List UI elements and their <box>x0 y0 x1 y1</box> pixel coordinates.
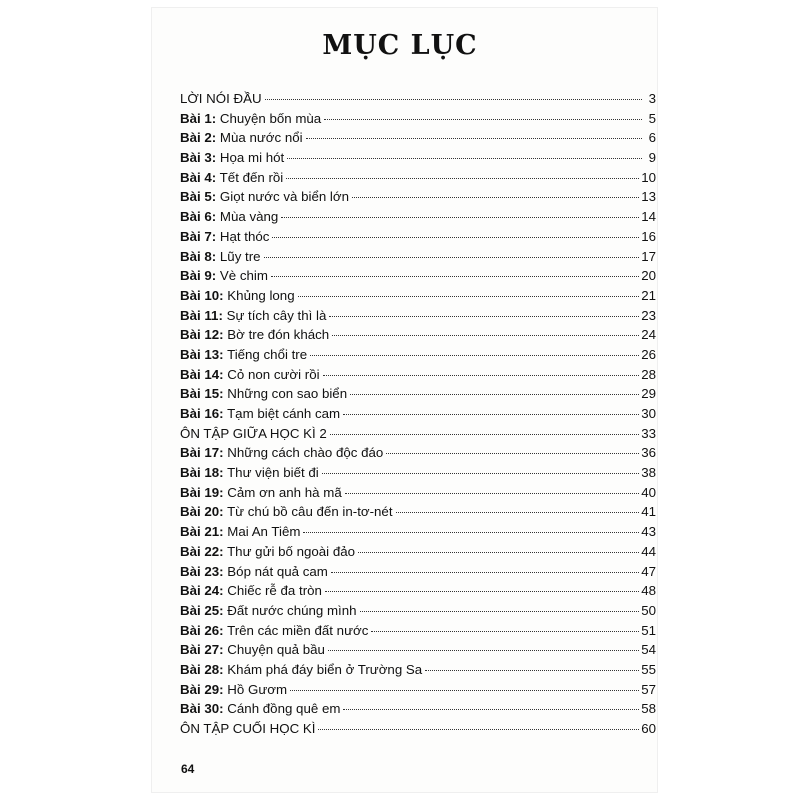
toc-entry-page: 55 <box>641 661 656 677</box>
toc-entry-title: Chiếc rễ đa tròn <box>223 583 322 599</box>
toc-entry-label <box>180 266 268 286</box>
toc-entry-title: Những con sao biển <box>223 386 348 402</box>
toc-dot-leader <box>329 316 639 317</box>
toc-entry-title: Chuyện quả bầu <box>223 642 325 658</box>
toc-entry-lesson-number: Bài 11: <box>180 307 223 323</box>
toc-entry-page: 26 <box>641 346 656 362</box>
toc-entry-title: Từ chú bồ câu đến in-tơ-nét <box>223 504 393 520</box>
toc-entry-lesson-number: Bài 21: <box>180 524 224 540</box>
toc-entry-page: 16 <box>641 228 656 244</box>
toc-entry <box>180 286 656 306</box>
toc-entry-page: 38 <box>641 465 656 481</box>
toc-entry-title: Sự tích cây thì là <box>222 307 327 323</box>
toc-entry-lesson-number: Bài 18: <box>180 465 224 481</box>
toc-entry-title: Khám phá đáy biển ở Trường Sa <box>223 661 423 677</box>
toc-entry-page: 24 <box>641 327 656 343</box>
toc-entry-title: Mùa vàng <box>216 209 279 225</box>
toc-dot-leader <box>290 690 639 691</box>
toc-entry-lesson-number: Bài 10: <box>180 287 224 303</box>
toc-entry <box>180 306 656 326</box>
toc-entry <box>180 128 656 148</box>
toc-entry <box>180 187 656 207</box>
toc-entry-page: 5 <box>648 110 656 126</box>
toc-dot-leader <box>322 473 639 474</box>
toc-entry-lesson-number: Bài 27: <box>180 642 224 658</box>
toc-entry-label <box>180 89 262 109</box>
toc-entry-page: 51 <box>641 622 656 638</box>
toc-entry-page: 6 <box>648 130 656 146</box>
toc-entry <box>180 719 656 739</box>
toc-entry-lesson-number: Bài 22: <box>180 543 224 559</box>
toc-entry <box>180 345 656 365</box>
toc-entry-label <box>180 680 287 700</box>
toc-entry-lesson-number: Bài 3: <box>180 150 217 166</box>
toc-entry <box>180 227 656 247</box>
toc-entry-page: 57 <box>641 681 656 697</box>
toc-entry-label <box>180 128 303 148</box>
toc-entry-lesson-number: Bài 28: <box>180 661 224 677</box>
toc-entry-page: 54 <box>641 642 656 658</box>
toc-entry-lesson-number: Bài 4: <box>180 169 217 185</box>
toc-entry-label <box>180 325 329 345</box>
toc-dot-leader <box>265 99 642 100</box>
toc-dot-leader <box>343 414 639 415</box>
toc-entry-title: Vè chim <box>216 268 268 284</box>
table-of-contents <box>180 89 656 739</box>
toc-entry <box>180 365 656 385</box>
toc-entry-lesson-number: Bài 29: <box>180 681 224 697</box>
toc-entry-page: 41 <box>641 504 656 520</box>
toc-entry-title: ÔN TẬP GIỮA HỌC KÌ 2 <box>180 425 327 441</box>
toc-entry-page: 17 <box>641 248 656 264</box>
toc-entry-label <box>180 443 383 463</box>
toc-dot-leader <box>287 158 642 159</box>
toc-entry-lesson-number: Bài 2: <box>180 130 217 146</box>
toc-entry-lesson-number: Bài 6: <box>180 209 217 225</box>
toc-entry-lesson-number: Bài 23: <box>180 563 224 579</box>
toc-entry-page: 50 <box>641 602 656 618</box>
toc-entry <box>180 109 656 129</box>
toc-entry-page: 60 <box>641 721 656 736</box>
toc-entry-page: 40 <box>641 484 656 500</box>
toc-entry <box>180 207 656 227</box>
toc-entry-label <box>180 660 422 680</box>
toc-entry-title: Họa mi hót <box>216 150 285 166</box>
toc-entry-label <box>180 483 342 503</box>
toc-entry-title: Khủng long <box>223 287 295 303</box>
toc-entry-lesson-number: Bài 7: <box>180 228 217 244</box>
toc-entry-label <box>180 207 278 227</box>
toc-entry-page: 30 <box>641 406 656 421</box>
toc-entry-title: Hồ Gươm <box>223 681 288 697</box>
toc-entry-page: 13 <box>641 189 656 205</box>
toc-dot-leader <box>358 552 639 553</box>
toc-dot-leader <box>323 375 640 376</box>
toc-entry-title: Giọt nước và biển lớn <box>216 189 349 205</box>
toc-entry-label <box>180 699 340 719</box>
toc-entry-label <box>180 148 284 168</box>
toc-entry-label <box>180 640 325 660</box>
toc-entry-label <box>180 384 347 404</box>
toc-entry-page: 43 <box>641 524 656 540</box>
toc-entry-page: 47 <box>641 563 656 579</box>
toc-entry-label <box>180 719 315 739</box>
toc-entry-title: Mùa nước nổi <box>216 130 303 146</box>
toc-entry-title: Mai An Tiêm <box>223 524 301 540</box>
toc-dot-leader <box>360 611 640 612</box>
toc-entry-lesson-number: Bài 5: <box>180 189 217 205</box>
toc-dot-leader <box>325 591 639 592</box>
toc-entry-label <box>180 187 349 207</box>
toc-dot-leader <box>396 512 640 513</box>
toc-entry-lesson-number: Bài 26: <box>180 622 224 638</box>
toc-entry-label <box>180 404 340 424</box>
toc-entry-label <box>180 601 357 621</box>
toc-entry <box>180 325 656 345</box>
toc-entry-title: Thư gửi bố ngoài đảo <box>223 543 356 559</box>
toc-entry-label <box>180 621 368 641</box>
toc-dot-leader <box>350 394 639 395</box>
toc-dot-leader <box>286 178 639 179</box>
toc-entry <box>180 640 656 660</box>
toc-entry-label <box>180 502 393 522</box>
toc-entry-page: 23 <box>641 307 656 323</box>
toc-dot-leader <box>271 276 639 277</box>
toc-dot-leader <box>352 197 639 198</box>
toc-entry-label <box>180 562 328 582</box>
toc-entry <box>180 699 656 719</box>
toc-entry-title: Lũy tre <box>216 248 261 264</box>
toc-entry <box>180 483 656 503</box>
toc-entry-label <box>180 542 355 562</box>
toc-entry-page: 29 <box>641 386 656 402</box>
toc-dot-leader <box>303 532 639 533</box>
toc-dot-leader <box>371 631 639 632</box>
toc-entry-label <box>180 168 283 188</box>
toc-dot-leader <box>330 434 639 435</box>
toc-entry-label <box>180 109 321 129</box>
toc-entry <box>180 522 656 542</box>
toc-entry <box>180 148 656 168</box>
toc-entry-page: 20 <box>641 268 656 284</box>
toc-entry-lesson-number: Bài 14: <box>180 366 224 382</box>
toc-entry-lesson-number: Bài 13: <box>180 346 224 362</box>
toc-dot-leader <box>343 709 639 710</box>
toc-entry-title: Cánh đồng quê em <box>223 701 341 717</box>
toc-entry-title: ÔN TẬP CUỐI HỌC KÌ <box>180 721 316 736</box>
toc-entry-page: 33 <box>641 425 656 441</box>
toc-entry <box>180 443 656 463</box>
toc-entry-title: Bóp nát quả cam <box>223 563 328 579</box>
toc-entry-page: 28 <box>641 366 656 382</box>
toc-entry-page: 58 <box>641 701 656 717</box>
toc-entry-page: 44 <box>641 543 656 559</box>
toc-entry <box>180 601 656 621</box>
toc-entry-lesson-number: Bài 25: <box>180 602 224 618</box>
toc-entry <box>180 562 656 582</box>
toc-entry <box>180 89 656 109</box>
toc-dot-leader <box>264 257 640 258</box>
toc-entry-title: LỜI NÓI ĐẦU <box>180 91 262 106</box>
page-title: MỤC LỤC <box>322 30 478 61</box>
toc-entry-label <box>180 227 269 247</box>
toc-entry-lesson-number: Bài 8: <box>180 248 217 264</box>
toc-entry-label <box>180 581 322 601</box>
page-number: 64 <box>181 762 195 776</box>
toc-entry <box>180 384 656 404</box>
toc-entry-title: Chuyện bốn mùa <box>216 110 322 126</box>
toc-entry-lesson-number: Bài 1: <box>180 110 217 126</box>
toc-entry-title: Tiếng chổi tre <box>223 346 308 362</box>
toc-entry-lesson-number: Bài 24: <box>180 583 224 599</box>
toc-dot-leader <box>328 650 639 651</box>
toc-entry-page: 36 <box>641 445 656 461</box>
toc-dot-leader <box>332 335 639 336</box>
toc-entry-title: Tạm biệt cánh cam <box>223 406 341 421</box>
toc-entry-label <box>180 247 261 267</box>
toc-entry-lesson-number: Bài 16: <box>180 406 224 421</box>
toc-entry-title: Những cách chào độc đáo <box>223 445 384 461</box>
toc-dot-leader <box>331 572 639 573</box>
toc-entry <box>180 247 656 267</box>
toc-entry-title: Hạt thóc <box>216 228 270 244</box>
toc-entry <box>180 621 656 641</box>
toc-entry-label <box>180 365 320 385</box>
toc-entry-label <box>180 463 319 483</box>
toc-entry-lesson-number: Bài 30: <box>180 701 224 717</box>
toc-entry-title: Tết đến rồi <box>216 169 284 185</box>
toc-entry-label <box>180 424 327 444</box>
toc-dot-leader <box>345 493 639 494</box>
toc-entry-label <box>180 286 295 306</box>
toc-entry-page: 3 <box>648 91 656 106</box>
toc-entry-title: Bờ tre đón khách <box>223 327 330 343</box>
toc-entry-label <box>180 522 300 542</box>
toc-dot-leader <box>281 217 639 218</box>
toc-entry-title: Thư viện biết đi <box>223 465 319 481</box>
toc-entry <box>180 542 656 562</box>
toc-dot-leader <box>318 729 639 730</box>
toc-entry-label <box>180 306 326 326</box>
toc-entry-page: 9 <box>648 150 656 166</box>
toc-entry <box>180 404 656 424</box>
toc-dot-leader <box>298 296 640 297</box>
toc-entry <box>180 168 656 188</box>
toc-entry-page: 48 <box>641 583 656 599</box>
toc-entry <box>180 463 656 483</box>
toc-dot-leader <box>272 237 639 238</box>
toc-entry-title: Đất nước chúng mình <box>223 602 357 618</box>
toc-entry-lesson-number: Bài 19: <box>180 484 224 500</box>
toc-entry-label <box>180 345 307 365</box>
toc-entry-title: Trên các miền đất nước <box>223 622 369 638</box>
toc-entry-lesson-number: Bài 9: <box>180 268 217 284</box>
toc-entry-lesson-number: Bài 17: <box>180 445 224 461</box>
toc-dot-leader <box>324 119 642 120</box>
toc-dot-leader <box>386 453 639 454</box>
toc-entry <box>180 581 656 601</box>
toc-entry <box>180 660 656 680</box>
toc-dot-leader <box>425 670 639 671</box>
toc-entry-lesson-number: Bài 12: <box>180 327 224 343</box>
toc-entry-lesson-number: Bài 15: <box>180 386 224 402</box>
toc-entry <box>180 502 656 522</box>
toc-dot-leader <box>310 355 639 356</box>
toc-entry-title: Cảm ơn anh hà mã <box>223 484 342 500</box>
toc-entry <box>180 424 656 444</box>
toc-entry-page: 10 <box>641 169 656 185</box>
toc-entry <box>180 680 656 700</box>
toc-entry-lesson-number: Bài 20: <box>180 504 224 520</box>
toc-entry-page: 21 <box>641 287 656 303</box>
toc-entry-title: Cỏ non cười rồi <box>223 366 320 382</box>
toc-entry <box>180 266 656 286</box>
toc-entry-page: 14 <box>641 209 656 225</box>
toc-dot-leader <box>306 138 642 139</box>
